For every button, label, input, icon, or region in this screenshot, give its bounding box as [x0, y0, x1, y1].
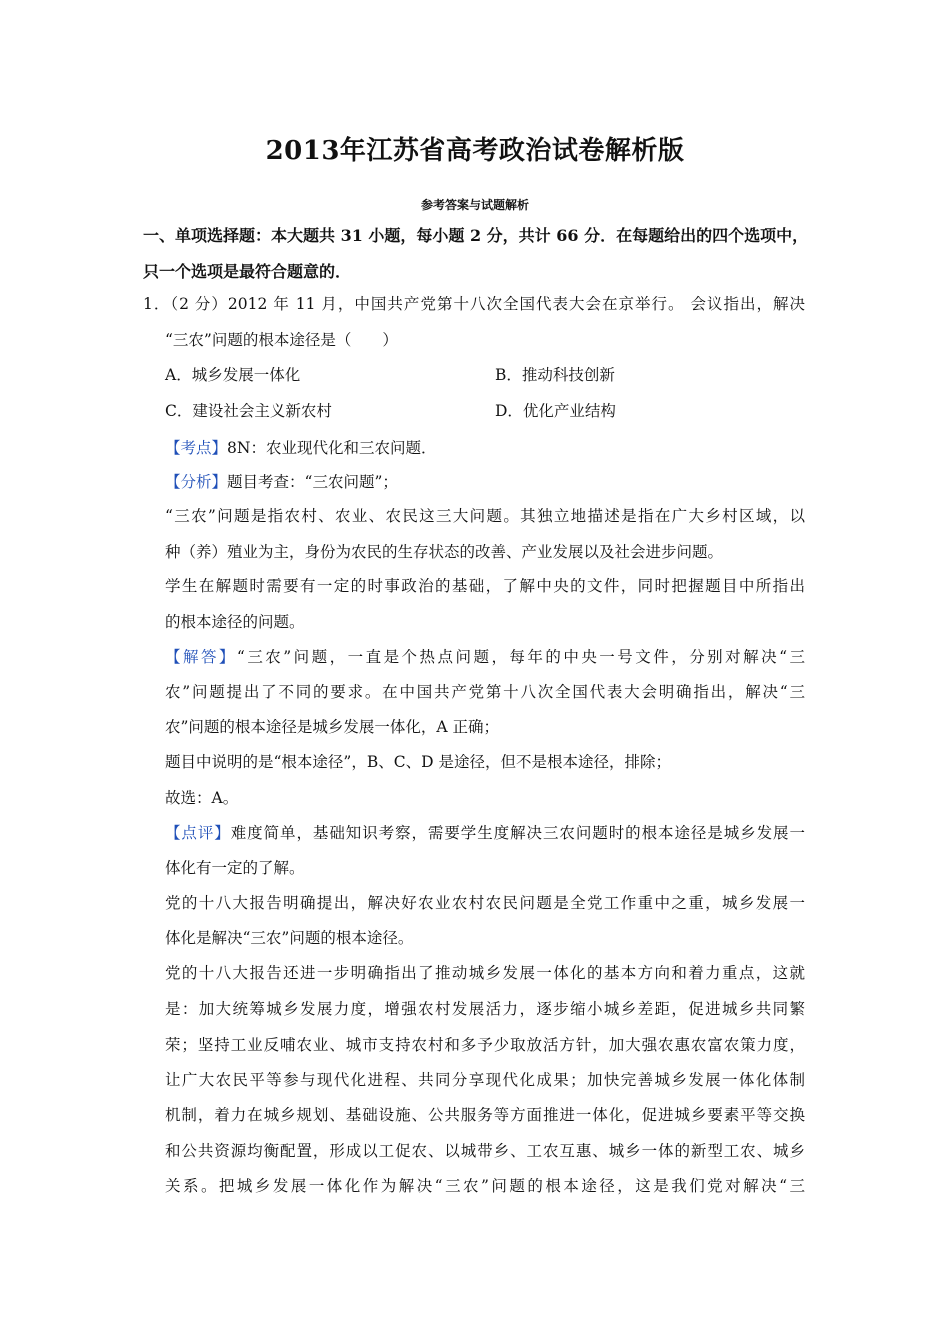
dianping-line: [165, 822, 805, 844]
section-heading-line-2: 只一个选项是最符合题意的．: [143, 262, 352, 281]
kaodian-text: 8N：农业现代化和三农问题．: [227, 439, 437, 457]
fenxi-paragraph-line: 的根本途径的问题。: [165, 613, 305, 631]
dianping-tag: 【点评】: [165, 824, 231, 842]
fenxi-tag: 【分析】: [165, 473, 228, 491]
jieda-paragraph-line: 故选：A。: [165, 789, 239, 807]
option-d: D．优化产业结构: [495, 402, 616, 420]
dianping-paragraph-line: 是：加大统筹城乡发展力度，增强农村发展活力，逐步缩小城乡差距，促进城乡共同繁: [165, 1000, 805, 1018]
jieda-text: “三农”问题，一直是个热点问题，每年的中央一号文件，分别对解决“三: [236, 648, 805, 666]
dianping-text: 难度简单，基础知识考察，需要学生度解决三农问题时的根本途径是城乡发展一: [230, 824, 805, 842]
dianping-paragraph-line: 和公共资源均衡配置，形成以工促农、以城带乡、工农互惠、城乡一体的新型工农、城乡: [165, 1142, 805, 1160]
section-heading-line-1: 一、单项选择题：本大题共 31 小题，每小题 2 分，共计 66 分．在每题给出的四个选项中，: [143, 226, 809, 245]
fenxi-paragraph-line: 学生在解题时需要有一定的时事政治的基础，了解中央的文件，同时把握题目中所指出: [165, 577, 805, 595]
dianping-paragraph-line: 党的十八大报告还进一步明确指出了推动城乡发展一体化的基本方向和着力重点，这就: [165, 964, 805, 982]
page-title: 2013年江苏省高考政治试卷解析版: [265, 136, 685, 166]
question-stem-line-1: 1．（2 分）2012 年 11 月，中国共产党第十八次全国代表大会在京举行。 会议指出，解决: [143, 295, 805, 313]
jieda-tag: 【解答】: [165, 648, 237, 666]
jieda-paragraph-line: 农”问题提出了不同的要求。在中国共产党第十八次全国代表大会明确指出，解决“三: [165, 683, 805, 701]
fenxi-text: 题目考查：“三农问题”；: [227, 473, 398, 491]
option-c: C．建设社会主义新农村: [165, 402, 332, 420]
jieda-line: [165, 646, 805, 668]
page-subtitle: 参考答案与试题解析: [420, 198, 529, 212]
dianping-paragraph-line: 体化有一定的了解。: [165, 859, 305, 877]
dianping-paragraph-line: 机制，着力在城乡规划、基础设施、公共服务等方面推进一体化，促进城乡要素平等交换: [165, 1106, 805, 1124]
fenxi-paragraph-line: 种（养）殖业为主，身份为农民的生存状态的改善、产业发展以及社会进步问题。: [165, 543, 724, 561]
jieda-paragraph-line: 题目中说明的是“根本途径”，B、C、D 是途径，但不是根本途径，排除；: [165, 753, 671, 771]
option-a: A．城乡发展一体化: [165, 366, 301, 384]
option-b: B．推动科技创新: [495, 366, 615, 384]
kaodian-tag: 【考点】: [165, 439, 228, 457]
dianping-paragraph-line: 关系。把城乡发展一体化作为解决“三农”问题的根本途径，这是我们党对解决“三: [165, 1177, 805, 1195]
fenxi-line: [165, 471, 398, 493]
dianping-paragraph-line: 党的十八大报告明确提出，解决好农业农村农民问题是全党工作重中之重，城乡发展一: [165, 894, 805, 912]
jieda-paragraph-line: 农”问题的根本途径是城乡发展一体化，A 正确；: [165, 718, 500, 736]
dianping-paragraph-line: 让广大农民平等参与现代化进程、共同分享现代化成果；加快完善城乡发展一体化体制: [165, 1071, 805, 1089]
question-stem-line-2: “三农”问题的根本途径是（ ）: [165, 331, 398, 349]
dianping-paragraph-line: 荣；坚持工业反哺农业、城市支持农村和多予少取放活方针，加大强农惠农富农策力度，: [165, 1036, 805, 1054]
fenxi-paragraph-line: “三农”问题是指农村、农业、农民这三大问题。其独立地描述是指在广大乡村区域，以: [165, 507, 805, 525]
kaodian-line: [165, 437, 436, 459]
dianping-paragraph-line: 体化是解决“三农”问题的根本途径。: [165, 929, 414, 947]
